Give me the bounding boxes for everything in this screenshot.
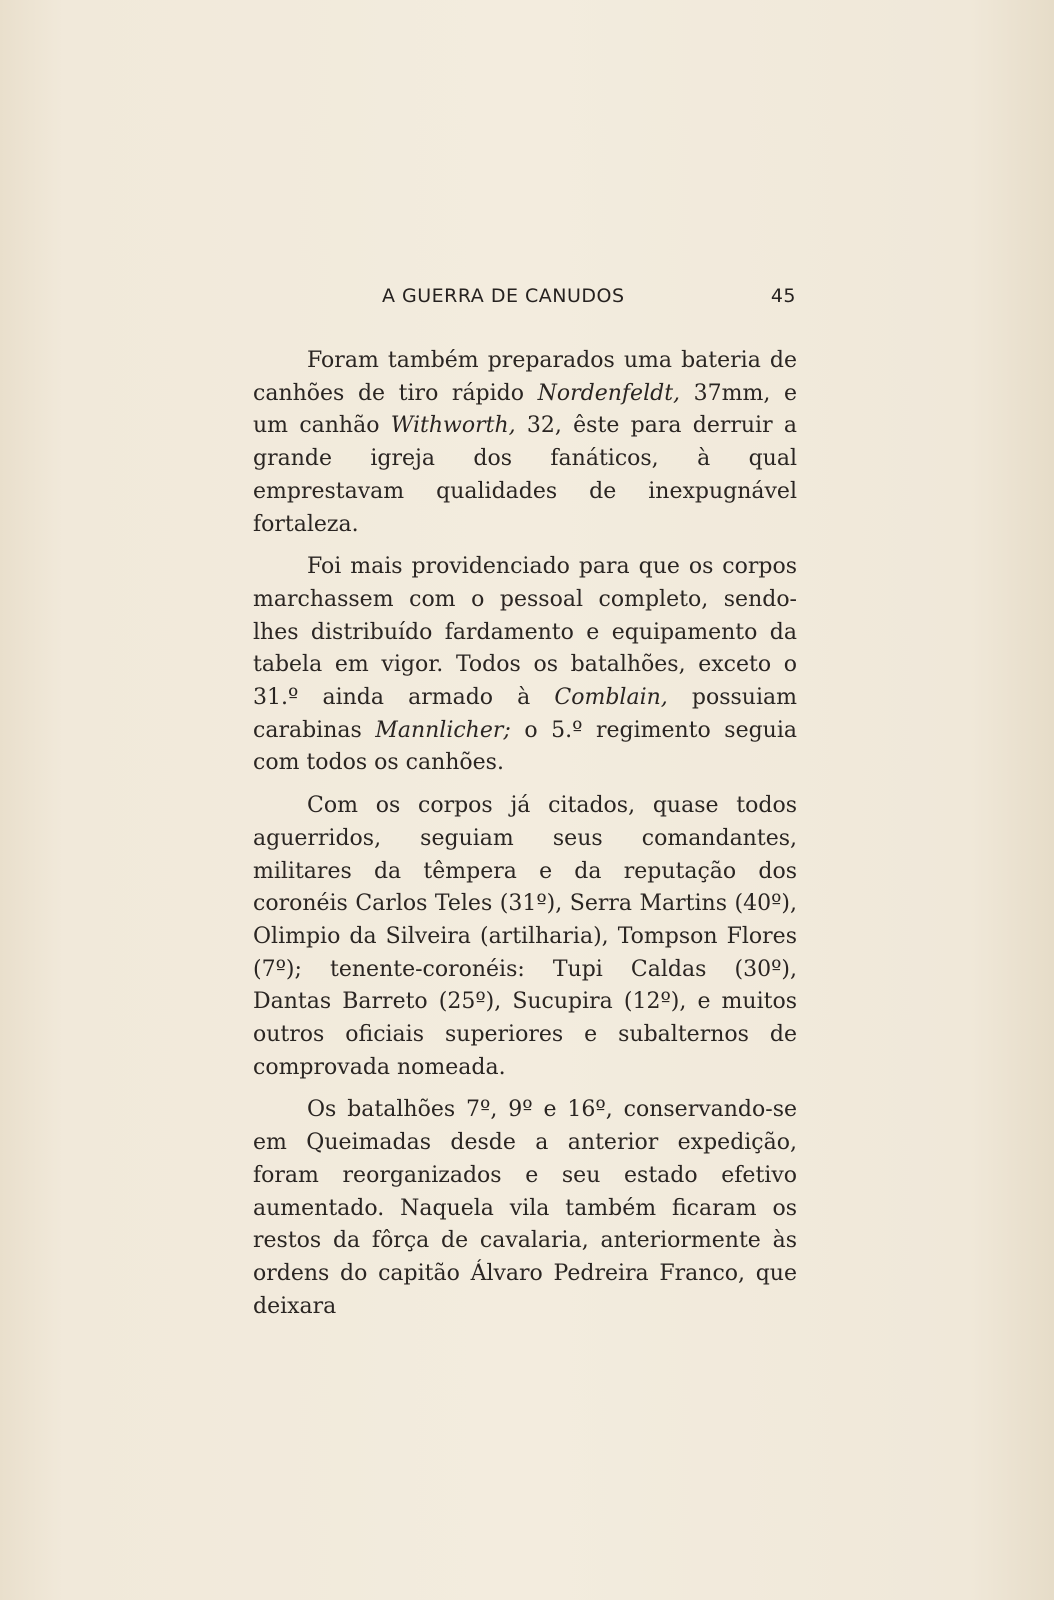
running-title: A GUERRA DE CANUDOS <box>382 285 625 307</box>
text-run: 32, êste para derruir a grande igreja dos fanáticos, à qual emprestavam qualidades de inexpugnável fortaleza. <box>253 413 797 537</box>
body-text <box>253 345 797 1333</box>
running-header <box>250 285 796 313</box>
paragraph <box>253 1094 797 1323</box>
text-run: Foram também preparados uma bateria de canhões de tiro rápido <box>253 348 797 406</box>
italic-run: Comblain, <box>554 685 668 711</box>
text-run: Foi mais providenciado para que os corpos marchassem com o pessoal completo, sendo-lhes distribuído fardamento e equipamento da tabela em vigor. Todos os batalhões, exceto o 31.º ainda armado à <box>253 554 797 711</box>
paragraph <box>253 345 797 541</box>
text-run: 37mm, e um canhão <box>253 380 797 439</box>
text-run: Os batalhões 7º, 9º e 16º, conservando-se em Queimadas desde a anterior expedição, foram reorganizados e seu estado efetivo aumentado. Naquela vila também ficaram os restos da fôrça de cavalaria, anteriormente às ordens do capitão Álvaro Pedreira Franco, que deixara <box>253 1097 797 1319</box>
italic-run: Nordenfeldt, <box>537 380 681 406</box>
italic-run: Withworth, <box>390 413 516 439</box>
text-run: Com os corpos já citados, quase todos aguerridos, seguiam seus comandantes, militares da têmpera e da reputação dos coronéis Carlos Teles (31º), Serra Martins (40º), Olimpio da Silveira (artilharia), Tompson Flores (7º); tenente-coronéis: Tupi Caldas (30º), Dantas Barreto (25º), Sucupira (12º), e muitos outros oficiais superiores e subalternos de comprovada nomeada. <box>253 793 797 1080</box>
paragraph <box>253 551 797 780</box>
paragraph <box>253 790 797 1084</box>
text-run: possuiam carabinas <box>253 685 797 743</box>
text-run: o 5.º regimento seguia com todos os canhões. <box>253 717 797 776</box>
italic-run: Mannlicher; <box>375 717 511 743</box>
page-number: 45 <box>770 285 796 307</box>
